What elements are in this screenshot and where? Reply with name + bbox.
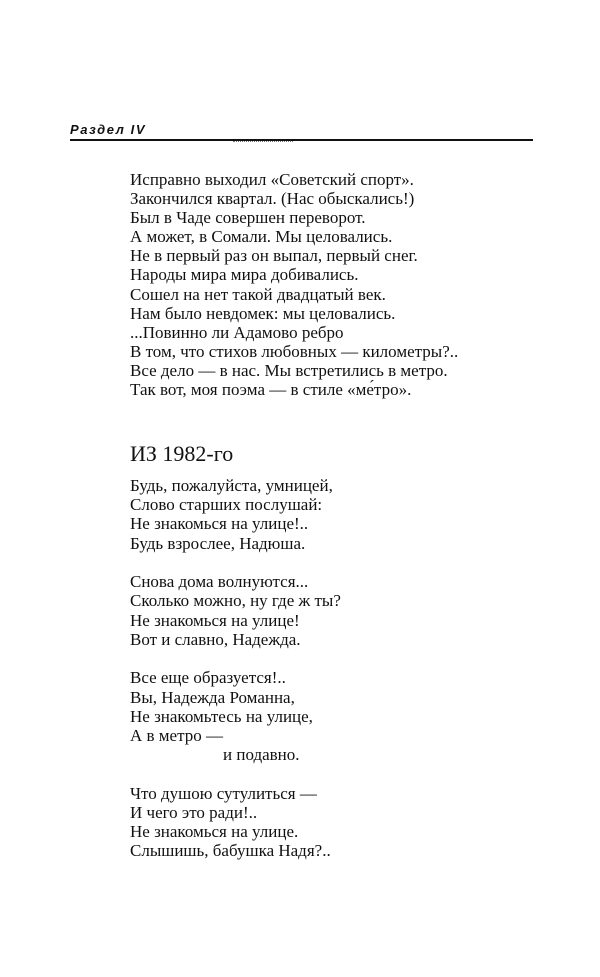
poem-line: Закончился квартал. (Нас обыскались!) (130, 189, 415, 209)
poem-line: Не знакомься на улице!.. (130, 514, 309, 534)
poem-line: Не знакомьтесь на улице, (130, 706, 313, 726)
poem-one-text (130, 170, 550, 399)
poem-line: Слово старших послушай: (130, 495, 323, 515)
poem-line: А в метро — (130, 726, 223, 746)
poem-line: Вот и славно, Надежда. (130, 629, 301, 649)
poem-line: Был в Чаде совершен переворот. (130, 208, 366, 228)
poem-line: Будь, пожалуйста, умницей, (130, 476, 333, 495)
poem-line: Нам было невдомек: мы целовались. (130, 303, 396, 323)
poem-line: Не в первый раз он выпал, первый снег. (130, 246, 418, 266)
poem-title: ИЗ 1982-го (130, 441, 234, 466)
poem-line: Так вот, моя поэма — в стиле «ме́тро». (130, 380, 412, 400)
poem-line: Не знакомься на улице! (130, 610, 300, 630)
section-label: Раздел IV (70, 122, 147, 137)
poem-line: Все еще образуется!.. (130, 668, 286, 688)
poem-line: Исправно выходил «Советский спорт». (130, 170, 414, 189)
header-rule-mark (233, 138, 293, 142)
poem-two-text (130, 476, 550, 880)
poem-line: Народы мира мира добивались. (130, 265, 359, 285)
poem-line: Все дело — в нас. Мы встретились в метро. (130, 360, 448, 380)
poem-line: Снова дома волнуются... (130, 572, 309, 592)
poem-line: Вы, Надежда Романна, (130, 687, 295, 707)
running-header (70, 117, 533, 141)
poem-line: Сколько можно, ну где ж ты? (130, 591, 341, 611)
stanza (130, 476, 550, 553)
poem-line: И чего это ради!.. (130, 803, 258, 823)
stanza (130, 572, 550, 649)
stanza (130, 668, 550, 764)
poem-line-indented: и подавно. (223, 745, 300, 765)
poem-line: Сошел на нет такой двадцатый век. (130, 284, 386, 304)
poem-line: ...Повинно ли Адамово ребро (130, 322, 344, 342)
poem-line: А может, в Сомали. Мы целовались. (130, 227, 393, 247)
poem-line: Не знакомься на улице. (130, 822, 299, 842)
stanza (130, 784, 550, 861)
poem-line: В том, что стихов любовных — километры?.. (130, 341, 459, 361)
poem-line: Слышишь, бабушка Надя?.. (130, 841, 331, 861)
poem-line: Что душою сутулиться — (130, 783, 317, 803)
poem-line: Будь взрослее, Надюша. (130, 533, 306, 553)
